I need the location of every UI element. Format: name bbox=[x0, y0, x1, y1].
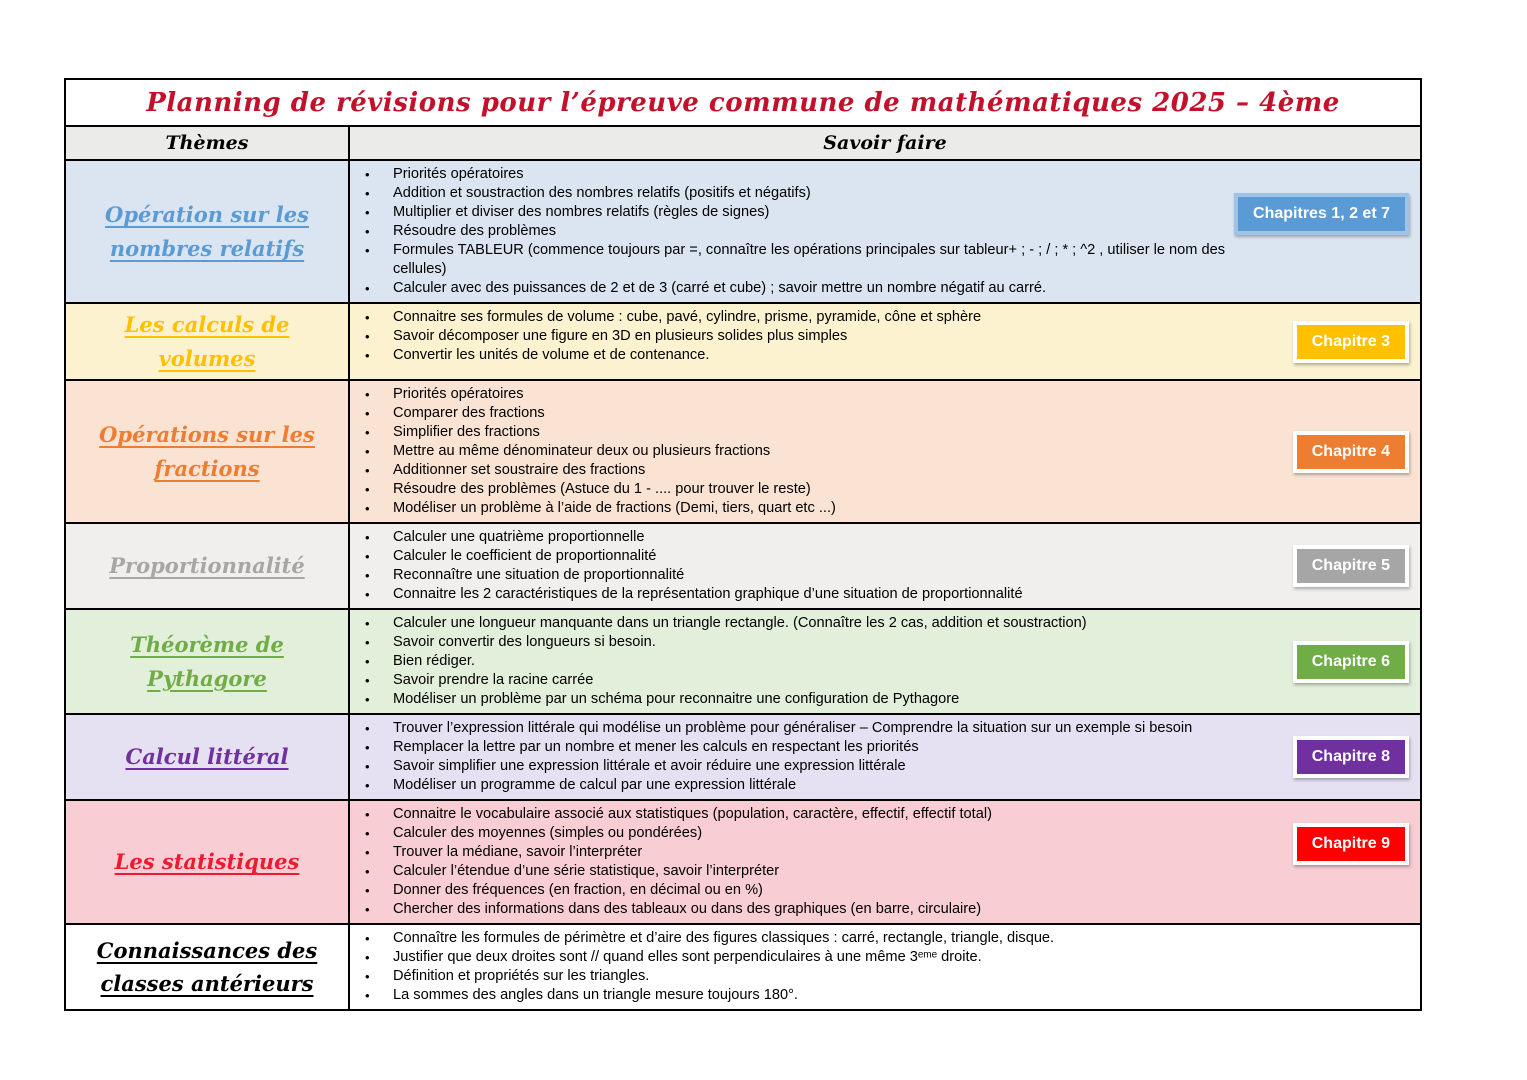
savoir-faire-cell bbox=[350, 304, 1420, 379]
bullet-item: • Priorités opératoires bbox=[350, 165, 1420, 184]
table-row bbox=[66, 801, 1420, 925]
table-body bbox=[66, 161, 1420, 1009]
bullet-item: • Connaitre ses formules de volume : cube, pavé, cylindre, prisme, pyramide, cône et sphère bbox=[350, 308, 1420, 327]
table-row bbox=[66, 524, 1420, 610]
theme-cell bbox=[66, 715, 350, 799]
bullet-item: • Modéliser un problème à l’aide de fractions (Demi, tiers, quart etc ...) bbox=[350, 499, 1420, 518]
bullet-item: • Formules TABLEUR (commence toujours par =, connaître les opérations principales sur tableur+ ; - ; / ; * ; ^2 , utiliser le nom des cellules) bbox=[350, 241, 1420, 279]
bullet-item: • Définition et propriétés sur les triangles. bbox=[350, 967, 1420, 986]
theme-cell bbox=[66, 161, 350, 302]
chapter-badge: Chapitre 6 bbox=[1293, 641, 1409, 683]
bullet-item: • Calculer le coefficient de proportionnalité bbox=[350, 547, 1420, 566]
theme-label: Opérations sur les fractions bbox=[99, 422, 315, 481]
bullet-item: • Savoir convertir des longueurs si besoin. bbox=[350, 633, 1420, 652]
bullets-list bbox=[350, 528, 1420, 604]
theme-cell bbox=[66, 304, 350, 379]
revision-table bbox=[64, 78, 1422, 1011]
table-row bbox=[66, 610, 1420, 715]
theme-label: Proportionnalité bbox=[109, 553, 305, 579]
bullet-item: • Calculer une longueur manquante dans un triangle rectangle. (Connaître les 2 cas, addition et soustraction) bbox=[350, 614, 1420, 633]
bullet-item: • Comparer des fractions bbox=[350, 404, 1420, 423]
theme-cell bbox=[66, 610, 350, 713]
chapter-badge: Chapitre 3 bbox=[1293, 321, 1409, 363]
theme-label: Les calculs de volumes bbox=[124, 312, 290, 371]
bullet-item: • Connaître les formules de périmètre et d’aire des figures classiques : carré, rectangle, triangle, disque. bbox=[350, 929, 1420, 948]
bullet-item: • Savoir simplifier une expression littérale et avoir réduire une expression littérale bbox=[350, 757, 1420, 776]
table-row bbox=[66, 304, 1420, 381]
theme-cell bbox=[66, 801, 350, 923]
table-row bbox=[66, 381, 1420, 524]
bullets-list bbox=[350, 805, 1420, 919]
bullet-item: • Trouver l’expression littérale qui modélise un problème pour généraliser – Comprendre la situation sur un exemple si besoin bbox=[350, 719, 1420, 738]
themes-column-header: Thèmes bbox=[66, 127, 350, 159]
bullet-item: • Reconnaître une situation de proportionnalité bbox=[350, 566, 1420, 585]
bullet-item: • Calculer une quatrième proportionnelle bbox=[350, 528, 1420, 547]
savoir-faire-cell bbox=[350, 801, 1420, 923]
savoir-faire-cell bbox=[350, 161, 1420, 302]
bullets-list bbox=[350, 385, 1420, 518]
bullets-list bbox=[350, 614, 1420, 709]
bullet-item: • Remplacer la lettre par un nombre et mener les calculs en respectant les priorités bbox=[350, 738, 1420, 757]
bullet-item: • Connaitre le vocabulaire associé aux statistiques (population, caractère, effectif, effectif total) bbox=[350, 805, 1420, 824]
bullet-item: • Mettre au même dénominateur deux ou plusieurs fractions bbox=[350, 442, 1420, 461]
bullet-item: • Multiplier et diviser des nombres relatifs (règles de signes) bbox=[350, 203, 1420, 222]
bullet-item: • Bien rédiger. bbox=[350, 652, 1420, 671]
bullet-item: • Savoir décomposer une figure en 3D en plusieurs solides plus simples bbox=[350, 327, 1420, 346]
table-header-row bbox=[66, 125, 1420, 161]
savoir-faire-cell bbox=[350, 524, 1420, 608]
page-title: Planning de révisions pour l’épreuve commune de mathématiques 2025 – 4ème bbox=[146, 87, 1340, 118]
savoir-faire-column-header: Savoir faire bbox=[823, 132, 947, 154]
bullet-item: • Trouver la médiane, savoir l’interpréter bbox=[350, 843, 1420, 862]
title-row bbox=[66, 80, 1420, 125]
bullet-item: • Justifier que deux droites sont // quand elles sont perpendiculaires à une même 3ᵉᵐᵉ droite. bbox=[350, 948, 1420, 967]
bullet-item: • Calculer des moyennes (simples ou pondérées) bbox=[350, 824, 1420, 843]
bullet-item: • Convertir les unités de volume et de contenance. bbox=[350, 346, 1420, 365]
bullets-list bbox=[350, 719, 1420, 795]
bullet-item: • Additionner set soustraire des fractions bbox=[350, 461, 1420, 480]
bullet-item: • Addition et soustraction des nombres relatifs (positifs et négatifs) bbox=[350, 184, 1420, 203]
savoir-faire-cell bbox=[350, 610, 1420, 713]
bullets-list bbox=[350, 308, 1420, 365]
theme-label: Calcul littéral bbox=[125, 744, 289, 770]
bullet-item: • Calculer avec des puissances de 2 et de 3 (carré et cube) ; savoir mettre un nombre négatif au carré. bbox=[350, 279, 1420, 298]
chapter-badge: Chapitre 8 bbox=[1293, 736, 1409, 778]
theme-label: Opération sur les nombres relatifs bbox=[105, 201, 309, 261]
theme-label: Les statistiques bbox=[114, 849, 300, 875]
bullet-item: • Modéliser un programme de calcul par une expression littérale bbox=[350, 776, 1420, 795]
theme-cell bbox=[66, 925, 350, 1009]
savoir-faire-cell bbox=[350, 381, 1420, 522]
savoir-faire-cell bbox=[350, 925, 1420, 1009]
theme-label: Théorème de Pythagore bbox=[130, 632, 284, 691]
theme-cell bbox=[66, 524, 350, 608]
bullet-item: • Donner des fréquences (en fraction, en décimal ou en %) bbox=[350, 881, 1420, 900]
bullet-item: • Priorités opératoires bbox=[350, 385, 1420, 404]
table-row bbox=[66, 715, 1420, 801]
theme-cell bbox=[66, 381, 350, 522]
bullet-item: • Résoudre des problèmes (Astuce du 1 - .... pour trouver le reste) bbox=[350, 480, 1420, 499]
savoir-faire-cell bbox=[350, 715, 1420, 799]
bullet-item: • Modéliser un problème par un schéma pour reconnaitre une configuration de Pythagore bbox=[350, 690, 1420, 709]
bullet-item: • Connaitre les 2 caractéristiques de la représentation graphique d’une situation de proportionnalité bbox=[350, 585, 1420, 604]
bullet-item: • Chercher des informations dans des tableaux ou dans des graphiques (en barre, circulaire) bbox=[350, 900, 1420, 919]
chapter-badge: Chapitres 1, 2 et 7 bbox=[1234, 193, 1409, 235]
table-row bbox=[66, 161, 1420, 304]
chapter-badge: Chapitre 5 bbox=[1293, 545, 1409, 587]
chapter-badge: Chapitre 4 bbox=[1293, 431, 1409, 473]
bullet-item: • Savoir prendre la racine carrée bbox=[350, 671, 1420, 690]
bullet-item: • Simplifier des fractions bbox=[350, 423, 1420, 442]
bullet-item: • Résoudre des problèmes bbox=[350, 222, 1420, 241]
chapter-badge: Chapitre 9 bbox=[1293, 823, 1409, 865]
bullet-item: • Calculer l’étendue d’une série statistique, savoir l’interpréter bbox=[350, 862, 1420, 881]
table-row bbox=[66, 925, 1420, 1009]
bullets-list bbox=[350, 929, 1420, 1005]
theme-label: Connaissances des classes antérieurs bbox=[96, 937, 318, 997]
bullet-item: • La sommes des angles dans un triangle mesure toujours 180°. bbox=[350, 986, 1420, 1005]
